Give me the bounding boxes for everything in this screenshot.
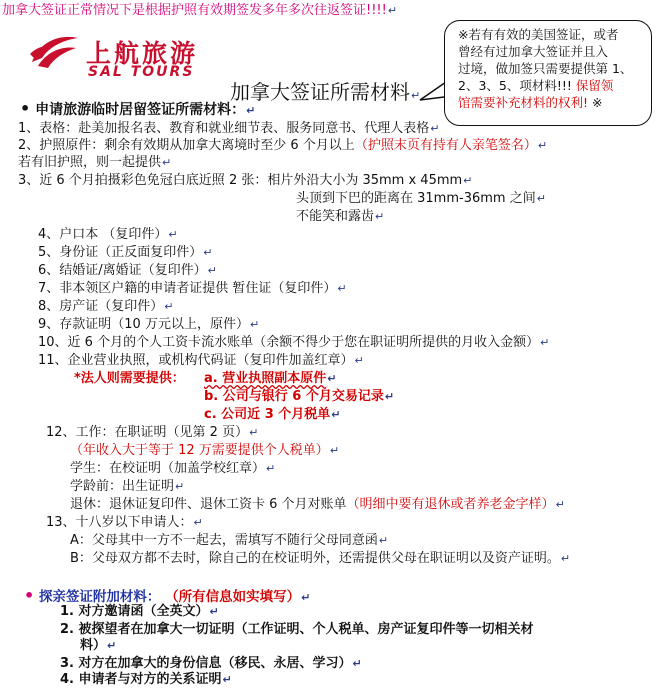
item-12-student: 学生：在校证明（加盖学校红章）↵ xyxy=(70,461,276,476)
visit-item-1: 1. 对方邀请函（全英文）↵ xyxy=(60,604,219,619)
sal-bird-logo-icon xyxy=(28,32,80,72)
section2-heading: • 探亲签证附加材料： （所有信息如实填写）↵ xyxy=(24,586,311,605)
item-2: 2、护照原件：剩余有效期从加拿大离境时至少 6 个月以上（护照末页有持有人亲笔签名）↵ xyxy=(18,138,548,153)
bullet-icon: • xyxy=(24,586,35,605)
item-12-retired: 退休：退休证复印件、退休工资卡 6 个月对账单（明细中要有退休或者养老金字样）↵ xyxy=(70,497,565,512)
item-9: 9、存款证明（10 万元以上，原件）↵ xyxy=(38,317,260,332)
item-13-a: A：父母其中一方不一起去，需填写不随行父母同意函↵ xyxy=(70,533,389,548)
document-title: 加拿大签证所需材料↵ xyxy=(230,80,421,104)
item-3-no-smile: 不能笑和露齿↵ xyxy=(296,209,385,224)
logo-english-name: SAL TOURS xyxy=(88,64,195,80)
item-11: 11、企业营业执照，或机构代码证（复印件加盖红章）↵ xyxy=(38,353,364,368)
callout-line-1: ※若有有效的美国签证，或者 xyxy=(458,27,619,42)
item-1: 1、表格：赴美加报名表、教育和就业细节表、服务同意书、代理人表格↵ xyxy=(18,121,440,136)
visit-item-4: 4. 申请者与对方的关系证明↵ xyxy=(60,672,232,687)
legal-item-a: a. 营业执照副本原件↵ xyxy=(204,371,337,386)
item-4: 4、户口本 （复印件）↵ xyxy=(38,227,178,242)
legal-item-b: b. 公司与银行 6 个月交易记录↵ xyxy=(204,389,395,404)
visit-item-2-cont: 料）↵ xyxy=(80,638,117,653)
item-12: 12、工作：在职证明（见第 2 页）↵ xyxy=(46,425,259,440)
item-3: 3、近 6 个月拍摄彩色免冠白底近照 2 张：相片外沿大小为 35mm x 45mm↵ xyxy=(18,173,473,188)
company-logo xyxy=(28,32,80,76)
legal-person-label: *法人则需要提供： xyxy=(74,371,185,386)
item-7: 7、非本领区户籍的申请者证提供 暂住证（复印件）↵ xyxy=(38,281,347,296)
bullet-icon: • xyxy=(20,99,31,118)
callout-line-3: 过境，做加签只需要提供第 1、 xyxy=(458,61,633,76)
top-notice: 加拿大签证正常情况下是根据护照有效期签发多年多次往返签证!!!!↵ xyxy=(2,3,398,18)
item-6: 6、结婚证/离婚证（复印件）↵ xyxy=(38,263,217,278)
item-12-tax-note: （年收入大于等于 12 万需要提供个人税单）↵ xyxy=(70,443,340,458)
item-5: 5、身份证（正反面复印件）↵ xyxy=(38,245,213,260)
visit-item-2: 2. 被探望者在加拿大一切证明（工作证明、个人税单、房产证复印件等一切相关材 xyxy=(60,622,534,637)
item-12-preschool: 学龄前：出生证明↵ xyxy=(70,479,185,494)
item-2-note: 若有旧护照，则一起提供↵ xyxy=(18,155,172,170)
item-8: 8、房产证（复印件）↵ xyxy=(38,299,174,314)
section1-heading: • 申请旅游临时居留签证所需材料：↵ xyxy=(20,99,256,118)
visit-item-3: 3. 对方在加拿大的身份信息（移民、永居、学习）↵ xyxy=(60,656,362,671)
item-13-b: B：父母双方都不去时，除自己的在校证明外，还需提供父母在职证明以及资产证明。↵ xyxy=(70,551,571,566)
callout-line-5: 馆需要补充材料的权利! ※ xyxy=(458,95,603,110)
item-3-head-distance: 头顶到下巴的距离在 31mm-36mm 之间↵ xyxy=(296,191,546,206)
legal-item-c: c. 公司近 3 个月税单↵ xyxy=(204,407,341,422)
item-10: 10、近 6 个月的个人工资卡流水账单（余额不得少于您在职证明所提供的月收入金额）↵ xyxy=(38,335,550,350)
logo-chinese-name: 上航旅游 xyxy=(86,39,199,68)
callout-line-2: 曾经有过加拿大签证并且入 xyxy=(458,44,609,59)
callout-line-4: 2、3、5、项材料!!! 保留领 xyxy=(458,78,614,93)
item-13: 13、十八岁以下申请人：↵ xyxy=(46,515,203,530)
